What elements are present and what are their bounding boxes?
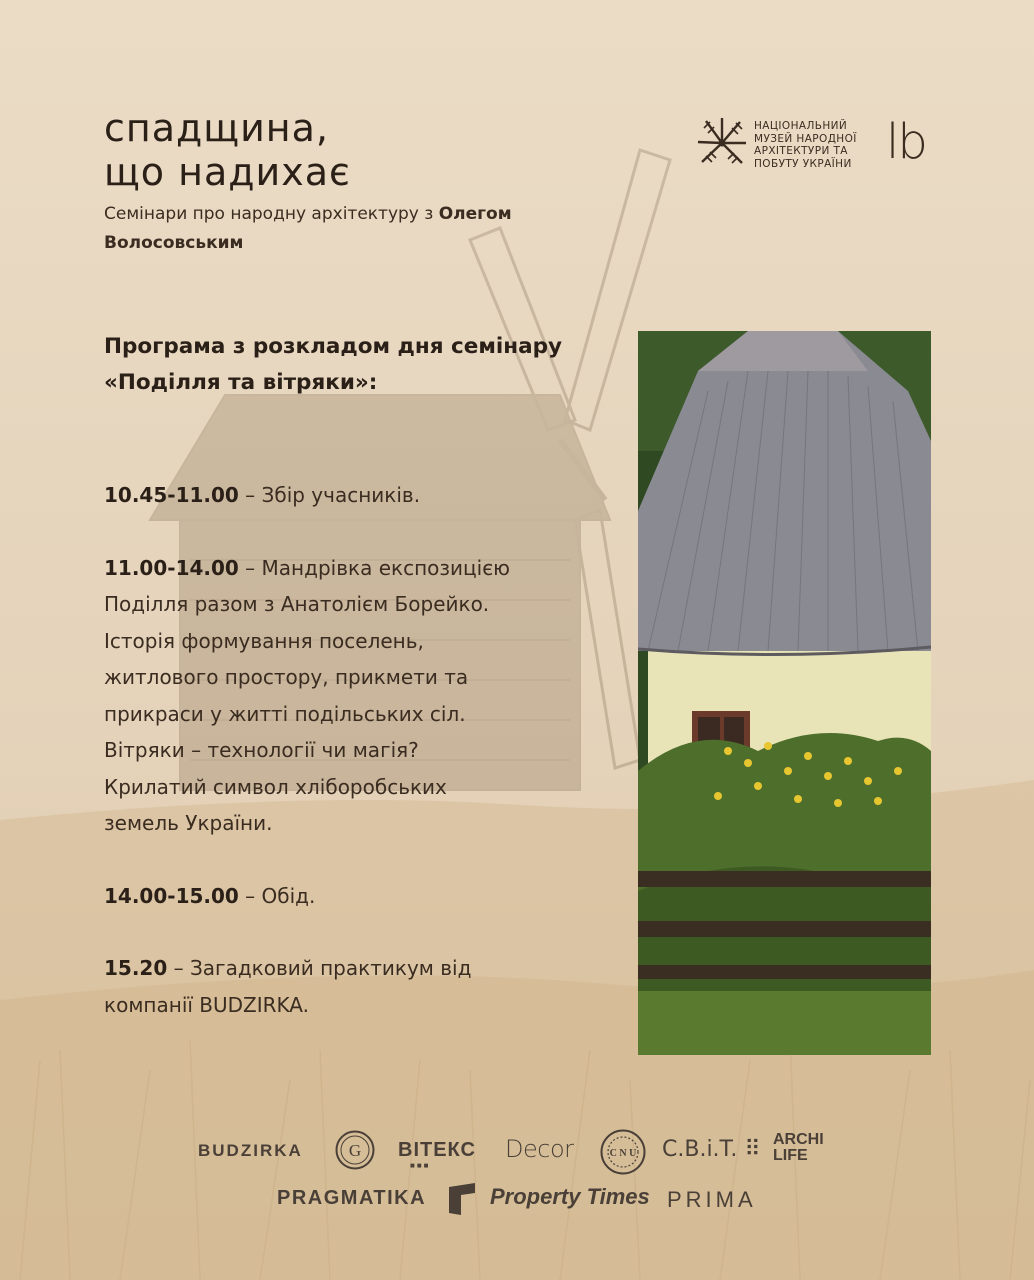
museum-logo — [696, 116, 936, 176]
museum-name-line-3: АРХІТЕКТУРИ ТА — [754, 145, 848, 157]
budzirka-logo: BUDZIRKA — [198, 1141, 303, 1160]
schedule-time: 14.00-15.00 — [104, 883, 239, 908]
partner-logos — [0, 1125, 1034, 1225]
archi-life-logo — [773, 1132, 824, 1164]
property-times-logo: Property Times — [490, 1184, 650, 1209]
schedule-item — [104, 878, 524, 915]
property-times-icon — [447, 1183, 477, 1215]
schedule-time: 15.20 — [104, 956, 168, 980]
cbit-logo-text: C.B.i.T. — [662, 1137, 738, 1162]
schedule-text: – Мандрівка експозицією Поділля разом з Анатолієм Борейко. Історія формування поселень, житлового простору, прикмети та прикраси у житті подільських сіл. Вітряки – технології чи магія? Крилатий символ хліборобських земель України. — [104, 555, 510, 835]
schedule-text: – Збір учасників. — [238, 483, 421, 507]
cbit-logo: C.B.i.T. ⠿ — [662, 1137, 761, 1162]
lb-brand-mark: lb — [886, 114, 926, 170]
archi-life-line-1: ARCHI — [773, 1131, 824, 1148]
title-line-1: спадщина, — [104, 106, 329, 150]
museum-name-line-1: НАЦІОНАЛЬНИЙ — [754, 120, 848, 132]
museum-name-line-4: ПОБУТУ УКРАЇНИ — [754, 157, 852, 170]
page-title — [104, 106, 351, 194]
pragmatika-logo: PRAGMATIKA — [277, 1187, 427, 1209]
vitex-logo-dots: ■■■ — [410, 1161, 431, 1170]
cnu-logo-letters: C N U — [609, 1148, 637, 1159]
schedule-item — [104, 950, 524, 1023]
program-heading: Програма з розкладом дня семінару «Поділля та вітряки»: — [104, 334, 563, 395]
windmill-logo-icon — [696, 116, 748, 170]
prima-logo: PRIMA — [667, 1187, 757, 1212]
museum-name-line-2: МУЗЕЙ НАРОДНОЇ — [754, 132, 857, 145]
archi-life-line-2: LIFE — [773, 1147, 808, 1164]
schedule-text: – Загадковий практикум від компанії BUDZIRKA. — [104, 956, 472, 1017]
title-line-2: що надихає — [104, 150, 351, 194]
g-circle-logo — [335, 1130, 375, 1170]
schedule-item — [104, 550, 524, 842]
subtitle-speaker: Олегом Волосовським — [104, 204, 512, 253]
schedule-time: 11.00-14.00 — [104, 555, 239, 580]
subtitle-text: Семінари про народну архітектуру з — [104, 204, 439, 224]
cnu-seal-logo — [600, 1129, 646, 1175]
schedule-item — [104, 477, 524, 514]
g-logo-letter: G — [348, 1141, 362, 1160]
thatched-house-photo — [638, 331, 931, 1055]
museum-name — [754, 120, 884, 170]
subtitle — [104, 200, 574, 258]
schedule-list — [104, 477, 524, 1059]
decor-logo: Decor — [505, 1135, 574, 1163]
schedule-text: – Обід. — [238, 883, 316, 908]
schedule-time: 10.45-11.00 — [104, 483, 239, 507]
vitex-logo: ВІТЕКС — [398, 1139, 476, 1161]
